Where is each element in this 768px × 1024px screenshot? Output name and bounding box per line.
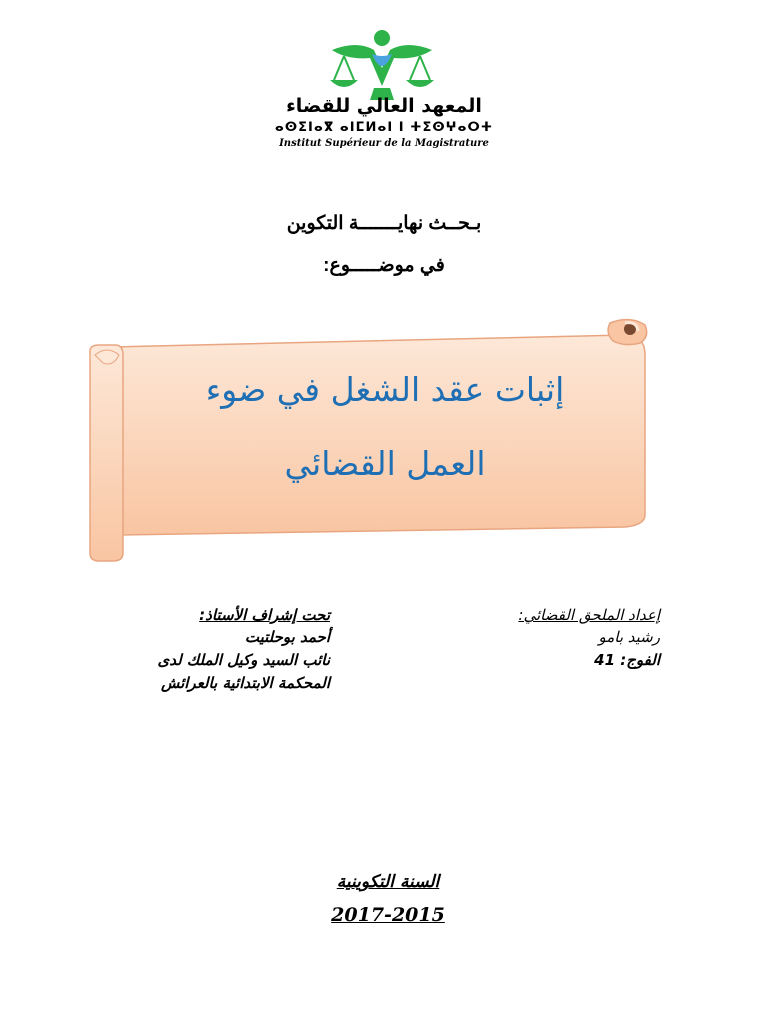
logo-figure-head xyxy=(374,30,390,46)
institution-name-tifinagh: ⴰⵙⵉⵏⴰⴳ ⴰⵏⵎⵍⴰⵏ ⵏ ⵜⵉⵙⵖⴰⵔⵜ xyxy=(274,120,494,135)
logo-left-pan xyxy=(330,80,358,87)
scales-of-justice-logo xyxy=(322,28,442,103)
supervisor-title-line-1: نائب السيد وكيل الملك لدى xyxy=(157,651,330,669)
logo-right-pan xyxy=(406,80,434,87)
research-heading: بـحــث نهايـــــــة التكوين xyxy=(286,213,482,234)
academic-year-range: 2017-2015 xyxy=(331,904,445,926)
institution-name-french: Institut Supérieur de la Magistrature xyxy=(279,138,489,149)
thesis-title-line-1: إثبات عقد الشغل في ضوء xyxy=(205,370,565,409)
thesis-title-line-2: العمل القضائي xyxy=(284,444,486,483)
supervisor-label: تحت إشراف الأستاذ: xyxy=(199,606,330,624)
author-name: رشيد بامو xyxy=(598,628,660,646)
prepared-by-label: إعداد الملحق القضائي: xyxy=(518,606,660,624)
title-scroll-banner xyxy=(85,315,650,565)
research-subject-label: في موضـــــوع: xyxy=(323,255,445,276)
scroll-left-roll xyxy=(90,345,123,561)
institution-name-arabic: المعهد العالي للقضاء xyxy=(286,95,482,117)
supervisor-name: أحمد بوحلتيت xyxy=(244,628,330,646)
author-group: الفوج: 41 xyxy=(594,651,660,669)
supervisor-title-line-2: المحكمة الابتدائية بالعرائش xyxy=(160,674,330,692)
academic-year-label: السنة التكوينية xyxy=(336,872,440,892)
